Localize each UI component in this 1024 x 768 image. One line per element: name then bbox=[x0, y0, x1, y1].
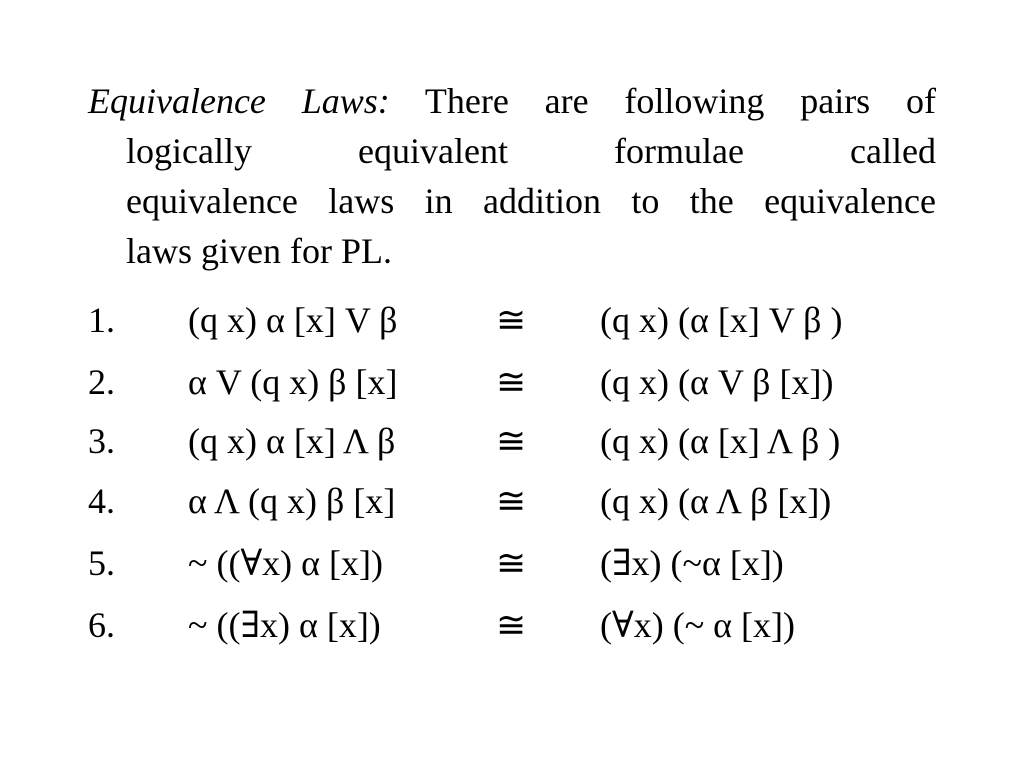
law-item-2 bbox=[88, 357, 988, 407]
term-heading: Equivalence Laws: bbox=[88, 81, 390, 121]
law-number: 6. bbox=[88, 605, 115, 645]
law-lhs: α Λ (q x) β [x] bbox=[188, 481, 396, 521]
intro-line-1 bbox=[88, 76, 936, 126]
law-item-1 bbox=[88, 295, 988, 345]
intro-paragraph bbox=[88, 76, 936, 276]
congruence-symbol: ≅ bbox=[496, 300, 527, 340]
law-item-6 bbox=[88, 600, 988, 650]
law-number: 4. bbox=[88, 481, 115, 521]
law-item-3 bbox=[88, 416, 988, 466]
law-number: 5. bbox=[88, 543, 115, 583]
law-number: 1. bbox=[88, 300, 115, 340]
law-lhs: (q x) α [x] Λ β bbox=[188, 421, 396, 461]
law-lhs: ~ ((∀x) α [x]) bbox=[188, 543, 383, 583]
law-number: 3. bbox=[88, 421, 115, 461]
law-item-4 bbox=[88, 476, 988, 526]
law-item-5 bbox=[88, 538, 988, 588]
law-rhs: (q x) (α [x] V β ) bbox=[600, 300, 843, 340]
law-rhs: (q x) (α V β [x]) bbox=[600, 362, 834, 402]
law-rhs: (∀x) (~ α [x]) bbox=[600, 605, 795, 645]
intro-line-1-text: There are following pairs of bbox=[424, 81, 936, 121]
law-rhs: (q x) (α Λ β [x]) bbox=[600, 481, 832, 521]
intro-line-2: logically equivalent formulae called bbox=[126, 131, 936, 171]
intro-line-3: equivalence laws in addition to the equivalence bbox=[126, 181, 936, 221]
congruence-symbol: ≅ bbox=[496, 605, 527, 645]
law-lhs: (q x) α [x] V β bbox=[188, 300, 398, 340]
law-rhs: (q x) (α [x] Λ β ) bbox=[600, 421, 841, 461]
congruence-symbol: ≅ bbox=[496, 421, 527, 461]
intro-line-4: laws given for PL. bbox=[126, 231, 392, 271]
congruence-symbol: ≅ bbox=[496, 543, 527, 583]
congruence-symbol: ≅ bbox=[496, 481, 527, 521]
law-number: 2. bbox=[88, 362, 115, 402]
law-lhs: α V (q x) β [x] bbox=[188, 362, 398, 402]
law-lhs: ~ ((∃x) α [x]) bbox=[188, 605, 381, 645]
law-rhs: (∃x) (~α [x]) bbox=[600, 543, 784, 583]
congruence-symbol: ≅ bbox=[496, 362, 527, 402]
